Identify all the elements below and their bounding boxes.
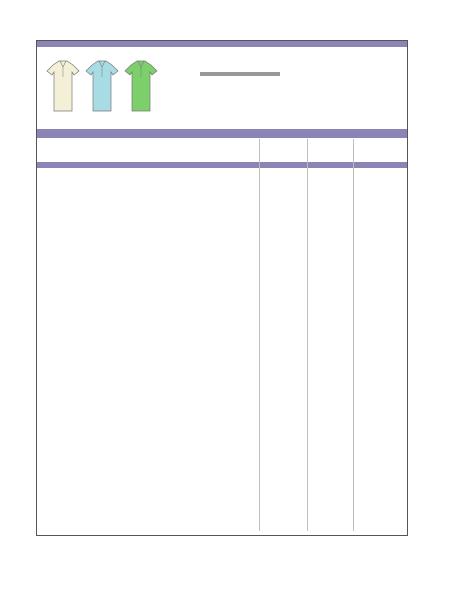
polo-shirts-illustration (41, 57, 161, 117)
divider (307, 139, 308, 531)
column-header (37, 162, 407, 168)
header-left-fields (164, 72, 280, 76)
color-code-row (37, 139, 407, 155)
divider (259, 139, 260, 531)
bom-title (37, 129, 407, 138)
divider (353, 139, 354, 531)
spec-sheet (36, 40, 408, 536)
sheet-header (37, 47, 407, 130)
field-product-class (164, 75, 280, 76)
